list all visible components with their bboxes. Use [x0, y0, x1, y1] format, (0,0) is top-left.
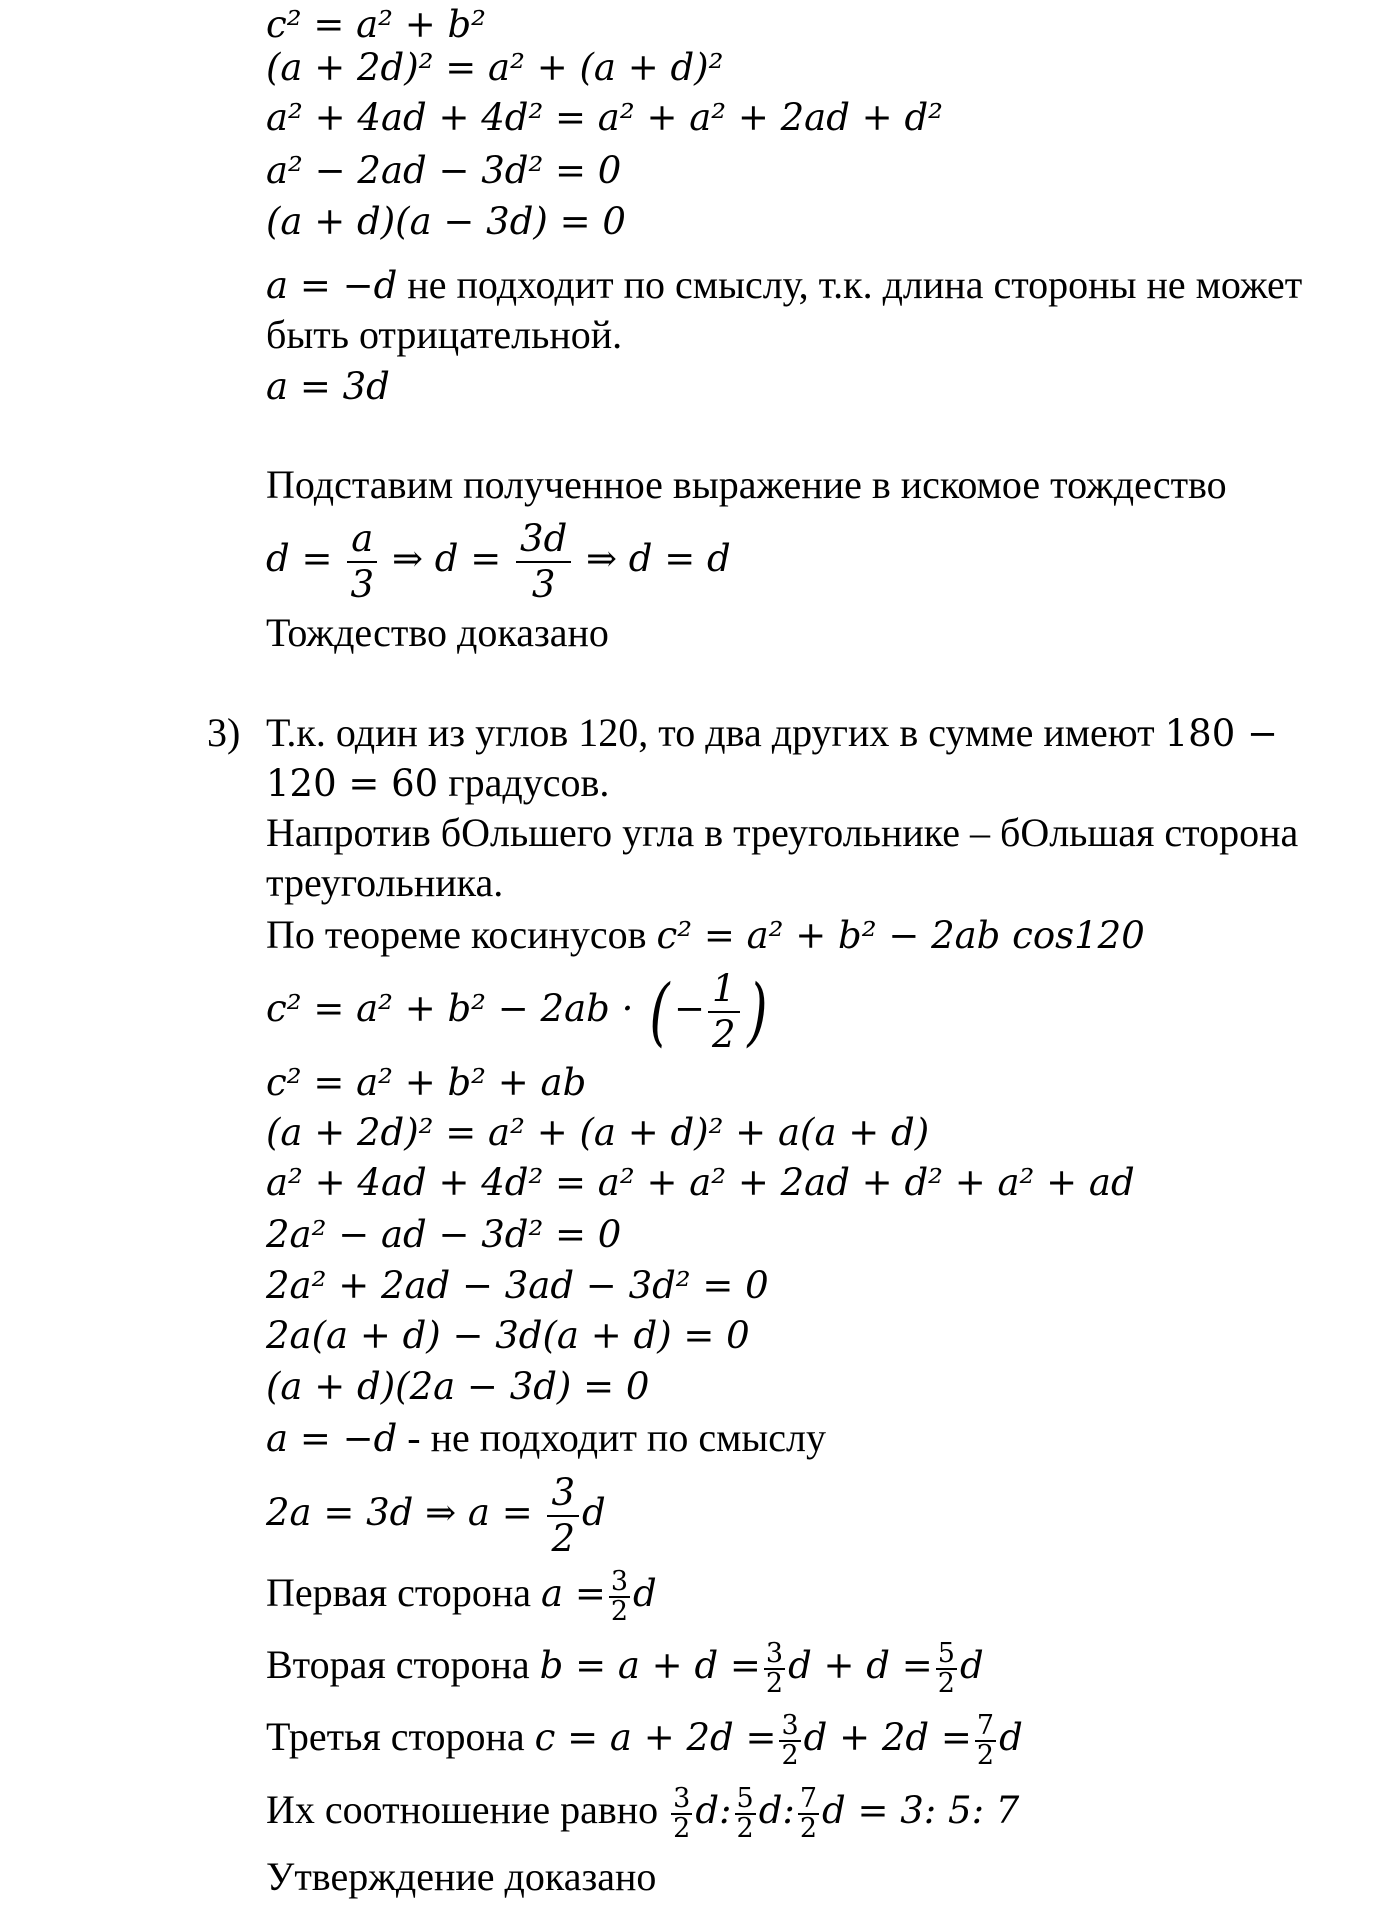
math-inline: − — [674, 987, 706, 1030]
math-inline: a = — [541, 1572, 606, 1615]
math-inline: a = −d — [266, 1417, 398, 1460]
text-line — [266, 1775, 1019, 1846]
fraction-denominator: 2 — [736, 1812, 754, 1844]
fraction-numerator: 3 — [547, 1471, 579, 1517]
fraction-denominator: 2 — [712, 1012, 736, 1056]
math-inline: 2a = 3d ⇒ a = — [266, 1491, 533, 1534]
text-inline: Т.к. один из углов 120, то два других в сумме имеют — [266, 710, 1165, 755]
text-line — [266, 260, 1302, 311]
fraction-numerator: 5 — [736, 1782, 754, 1814]
equation-line: (a + d)(a − 3d) = 0 — [266, 200, 626, 243]
fraction-denominator: 2 — [765, 1667, 784, 1699]
fraction-denominator: 3 — [350, 562, 375, 606]
fraction-numerator: 7 — [799, 1782, 818, 1814]
left-paren: ( — [649, 968, 670, 1055]
equation-line: 2a(a + d) − 3d(a + d) = 0 — [266, 1314, 750, 1357]
fraction-numerator: 3 — [610, 1565, 629, 1597]
fraction-denominator: 2 — [673, 1812, 691, 1844]
math-inline: d — [999, 1716, 1023, 1759]
fraction — [347, 517, 377, 607]
fraction — [936, 1637, 957, 1699]
text-line — [266, 758, 609, 809]
equation-line: a² + 4ad + 4d² = a² + a² + 2ad + d² — [266, 96, 943, 139]
math-inline: d = — [266, 537, 333, 580]
fraction — [779, 1709, 800, 1771]
equation-line: 2a² − ad − 3d² = 0 — [266, 1213, 622, 1256]
fraction-numerator: a — [347, 517, 377, 563]
fraction-denominator: 3 — [531, 562, 556, 606]
fraction — [708, 967, 740, 1057]
equation-line: c² = a² + b² + ab — [266, 1061, 587, 1104]
text-inline: Их соотношение равно — [266, 1787, 669, 1832]
math-inline: d + 2d = — [803, 1716, 972, 1759]
equation-line: 2a² + 2ad − 3ad − 3d² = 0 — [266, 1264, 769, 1307]
fraction-numerator: 3 — [781, 1709, 799, 1741]
text-line: треугольника. — [266, 860, 504, 905]
fraction-numerator: 3d — [516, 517, 571, 563]
fraction — [547, 1471, 579, 1561]
equation-line — [266, 1468, 606, 1561]
equation-line — [266, 964, 771, 1057]
fraction-numerator: 3 — [673, 1782, 691, 1814]
fraction — [609, 1565, 630, 1627]
fraction-denominator: 2 — [937, 1667, 955, 1699]
text-line: Напротив бОльшего угла в треугольнике – бОльшая сторона — [266, 810, 1299, 855]
fraction — [798, 1782, 819, 1844]
fraction-denominator: 2 — [610, 1595, 629, 1627]
math-inline: d + d = — [788, 1644, 933, 1687]
equation-line: (a + d)(2a − 3d) = 0 — [266, 1365, 650, 1408]
equation-line: a = 3d — [266, 365, 390, 408]
fraction-numerator: 3 — [765, 1637, 784, 1669]
text-line — [266, 1558, 657, 1629]
text-inline: не подходит по смыслу, т.к. длина стороны не может — [397, 262, 1303, 307]
text-line — [266, 910, 1145, 961]
item-number: 3) — [207, 710, 241, 755]
math-inline: ⇒ d = d — [586, 537, 731, 580]
equation-line: a² − 2ad − 3d² = 0 — [266, 149, 622, 192]
fraction — [671, 1782, 692, 1844]
fraction-numerator: 7 — [976, 1709, 995, 1741]
equation-line: (a + 2d)² = a² + (a + d)² — [266, 46, 724, 89]
fraction-numerator: 5 — [937, 1637, 955, 1669]
text-line — [266, 708, 1278, 759]
math-inline: 180 − — [1164, 712, 1279, 755]
fraction — [516, 517, 571, 607]
text-inline: Первая сторона — [266, 1570, 542, 1615]
math-inline: d: — [695, 1789, 732, 1832]
equation-line: a² + 4ad + 4d² = a² + a² + 2ad + d² + a² + ad — [266, 1161, 1135, 1204]
equation-line — [266, 514, 731, 607]
math-inline: 120 = 60 — [266, 762, 439, 805]
text-inline: Третья сторона — [266, 1714, 535, 1759]
math-inline: b = a + d = — [539, 1644, 761, 1687]
math-inline: d — [633, 1572, 657, 1615]
fraction — [975, 1709, 996, 1771]
fraction-denominator: 2 — [551, 1516, 576, 1560]
math-inline: ⇒ d = — [392, 537, 502, 580]
text-line: Подставим полученное выражение в искомое тождество — [266, 462, 1227, 507]
math-inline: d — [582, 1491, 606, 1534]
text-inline: По теореме косинусов — [266, 912, 657, 957]
right-paren: ) — [746, 968, 768, 1055]
text-line — [266, 1413, 826, 1464]
equation-line: c² = a² + b² — [266, 3, 487, 46]
text-line: быть отрицательной. — [266, 312, 623, 357]
text-inline: градусов. — [438, 760, 610, 805]
fraction-denominator: 2 — [781, 1739, 799, 1771]
equation-line: (a + 2d)² = a² + (a + d)² + a(a + d) — [266, 1111, 930, 1154]
math-inline: c = a + 2d = — [534, 1716, 777, 1759]
text-line: Тождество доказано — [266, 610, 609, 655]
math-inline: d: — [758, 1789, 795, 1832]
text-inline: Вторая сторона — [266, 1642, 540, 1687]
math-inline: d — [959, 1644, 984, 1687]
fraction — [764, 1637, 785, 1699]
math-inline: d = 3: 5: 7 — [822, 1789, 1020, 1832]
text-line: Утверждение доказано — [266, 1854, 657, 1899]
fraction — [735, 1782, 756, 1844]
text-inline: - не подходит по смыслу — [397, 1415, 826, 1460]
text-line — [266, 1630, 984, 1701]
fraction-denominator: 2 — [976, 1739, 995, 1771]
fraction-numerator: 1 — [708, 967, 740, 1013]
math-inline: c² = a² + b² − 2ab cos120 — [656, 914, 1145, 957]
fraction-denominator: 2 — [799, 1812, 818, 1844]
text-line — [266, 1702, 1023, 1773]
math-inline: a = −d — [266, 264, 398, 307]
math-inline: c² = a² + b² − 2ab · — [266, 987, 634, 1030]
